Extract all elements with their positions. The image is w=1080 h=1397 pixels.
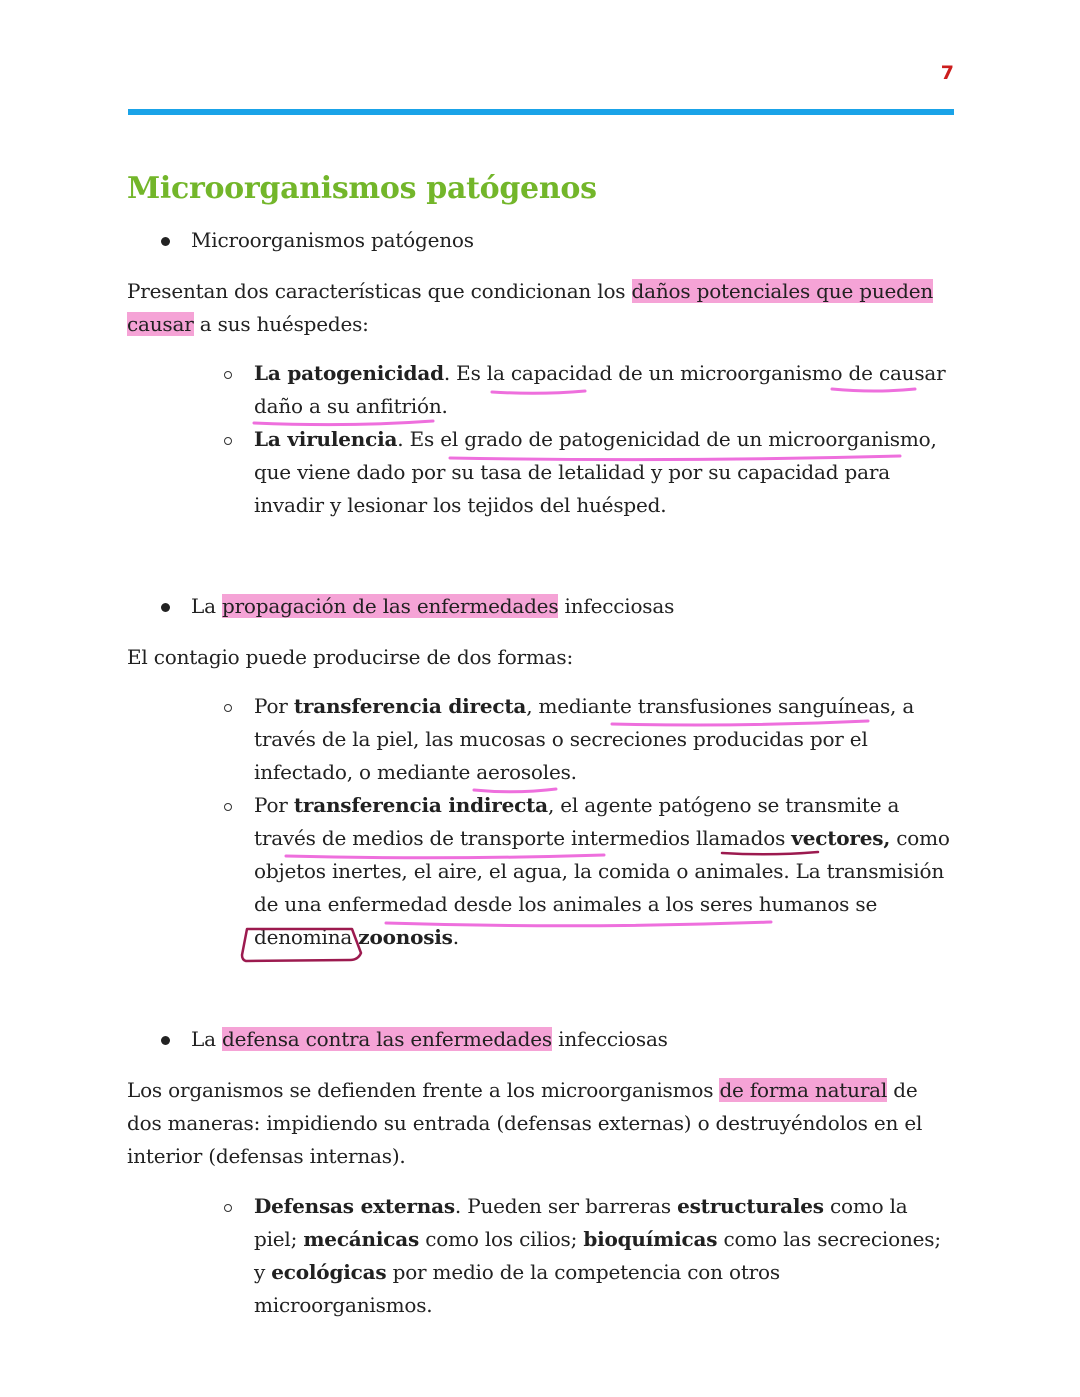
highlight: propagación de las enfermedades [221,594,559,618]
underlined-text: medios de transporte intermedios [352,826,690,850]
underlined-text: desde los animales a los seres humanos [453,892,850,916]
section-1-intro: Presentan dos características que condicionan los daños potenciales que pueden causar a sus huéspedes: [127,279,934,336]
sub-bullet [224,803,232,811]
item-defensas-externas: Defensas externas. Pueden ser barreras estructurales como la piel; mecánicas como los cilios; bioquímicas como las secreciones; y ecológicas por medio de la competencia con otros microorganismos. [254,1194,941,1317]
section-1-bullet: Microorganismos patógenos [191,228,474,252]
sub-bullet [224,371,232,379]
sub-bullet [224,704,232,712]
header-rule [128,109,954,115]
underlined-text: capacidad [510,361,613,385]
item-transferencia-indirecta: Por transferencia indirecta, el agente patógeno se transmite a través de medios de transporte intermedios llamados vectores, como objetos inertes, el aire, el agua, la comida o animales. La transmisión de una enfermedad desde los animales a los seres humanos se denomina zoonosis. [254,793,950,949]
item-virulencia: La virulencia. Es el grado de patogenicidad de un microorganismo, que viene dado por su tasa de letalidad y por su capacidad para invadir y lesionar los tejidos del huésped. [254,427,937,517]
underlined-text: transfusiones sanguíneas [637,694,891,718]
page-title: Microorganismos patógenos [127,171,597,206]
section-3-intro: Los organismos se defienden frente a los microorganismos de forma natural de dos maneras: impidiendo su entrada (defensas externas) o destruyéndolos en el interior (defensas internas). [127,1078,923,1168]
highlight: defensa contra las enfermedades [221,1027,552,1051]
bullet-dot [161,1036,170,1045]
section-2-intro: El contagio puede producirse de dos formas: [127,645,574,669]
page-number: 7 [940,62,954,84]
highlight: de forma natural [719,1078,888,1102]
sub-bullet [224,437,232,445]
boxed-term: zoonosis [358,925,453,949]
item-transferencia-directa: Por transferencia directa, mediante transfusiones sanguíneas, a través de la piel, las mucosas o secreciones producidas por el infectado, o mediante aerosoles. [254,694,915,784]
bullet-dot [161,603,170,612]
sub-bullet [224,1204,232,1212]
item-patogenicidad: La patogenicidad. Es la capacidad de un microorganismo de causar daño a su anfitrión. [254,361,946,418]
section-2-bullet: La propagación de las enfermedades infecciosas [191,594,675,618]
bullet-dot [161,237,170,246]
underlined-text: de causar daño a su anfitrión [254,361,946,418]
highlight: daños potenciales que pueden causar [127,279,934,336]
section-3-bullet: La defensa contra las enfermedades infecciosas [191,1027,668,1051]
underlined-text: grado de patogenicidad de un microorganismo [464,427,931,451]
underlined-text: aerosoles [476,760,571,784]
